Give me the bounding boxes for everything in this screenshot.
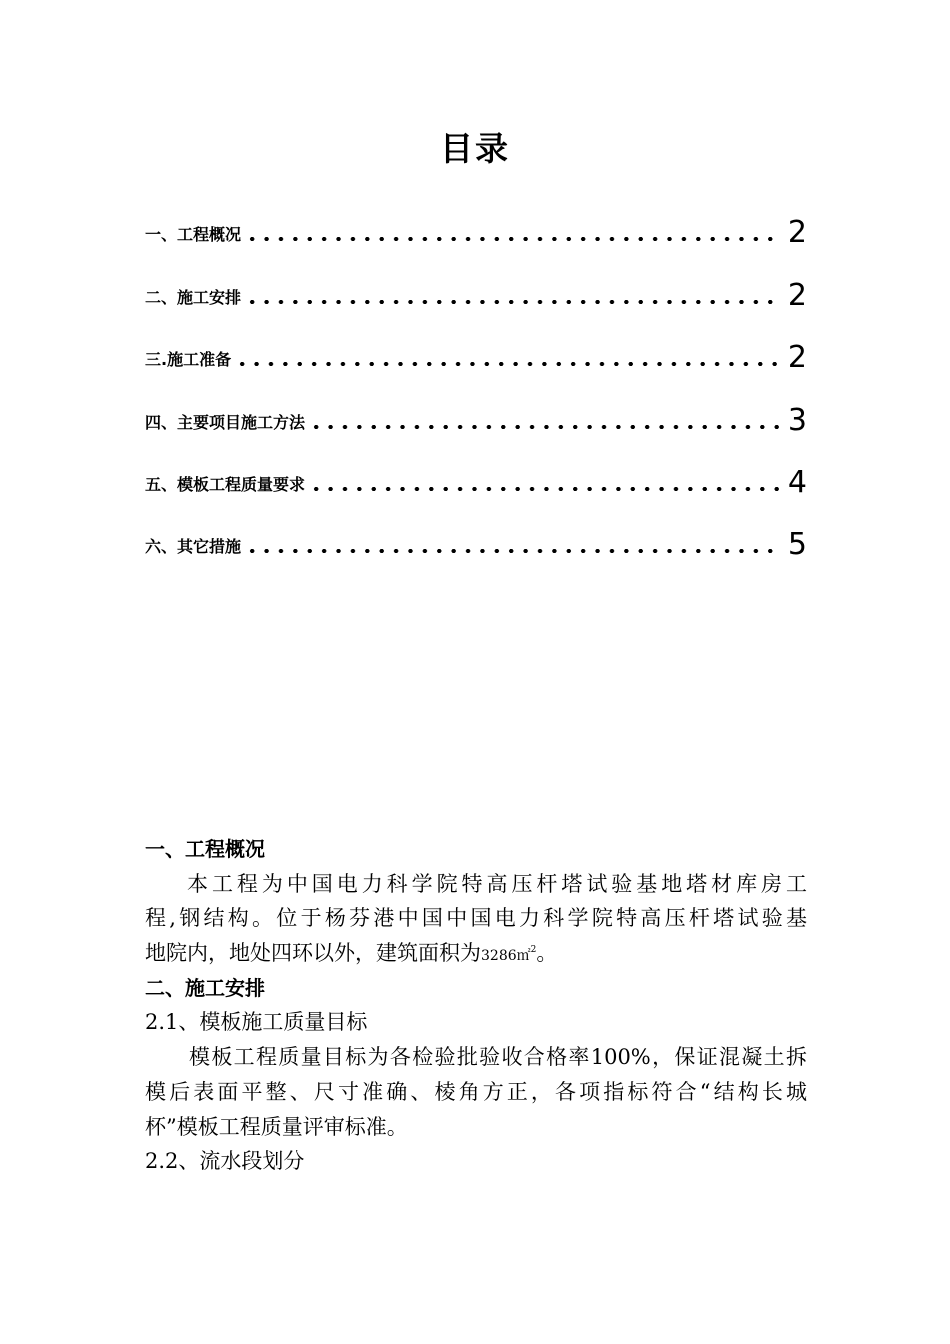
paragraph-line: 模板工程质量目标为各检验批验收合格率100%，保证混凝土拆: [189, 1045, 807, 1070]
paragraph-text: 。: [536, 941, 558, 966]
paragraph-line: 程,钢结构。位于杨芬港中国中国电力科学院特高压杆塔试验基: [145, 906, 807, 931]
subsection-title: 2.1、模板施工质量目标: [145, 1010, 368, 1035]
table-of-contents: [145, 192, 807, 566]
paragraph-line-area: [145, 936, 807, 971]
area-value: 3286㎡: [481, 948, 531, 965]
paragraph-text: 地院内，地处四环以外，建筑面积为: [145, 941, 481, 966]
toc-entry-methods[interactable]: [145, 379, 807, 441]
toc-leader-dots: [245, 300, 780, 304]
toc-page-number: 5: [787, 527, 807, 563]
toc-page-number: 2: [787, 340, 807, 376]
toc-page-number: 2: [787, 215, 807, 251]
toc-page-number: 4: [787, 464, 807, 500]
paragraph-line: 本工程为中国电力科学院特高压杆塔试验基地塔材库房工: [187, 871, 807, 896]
toc-page-number: 2: [787, 277, 807, 313]
toc-entry-label: 六、其它措施: [145, 537, 242, 557]
toc-leader-dots: [309, 425, 780, 429]
toc-entry-label: 一、工程概况: [145, 225, 242, 245]
toc-leader-dots: [245, 549, 780, 553]
toc-entry-preparation[interactable]: [145, 317, 807, 379]
toc-entry-other-measures[interactable]: [145, 504, 807, 566]
section-heading-overview: 一、工程概况: [145, 837, 265, 861]
toc-leader-dots: [309, 487, 780, 491]
toc-entry-label: 二、施工安排: [145, 287, 242, 307]
document-body: [145, 832, 807, 1179]
area-superscript: 2: [530, 945, 537, 956]
toc-entry-overview[interactable]: [145, 192, 807, 254]
toc-page-number: 3: [787, 402, 807, 438]
toc-leader-dots: [245, 237, 780, 241]
toc-title: 目录: [440, 129, 510, 168]
toc-entry-quality[interactable]: [145, 442, 807, 504]
toc-leader-dots: [235, 362, 780, 366]
toc-entry-label: 三.施工准备: [145, 350, 232, 370]
subsection-title: 2.2、流水段划分: [145, 1149, 305, 1174]
paragraph-line: 模后表面平整、尺寸准确、棱角方正，各项指标符合“结构长城: [145, 1079, 807, 1104]
toc-entry-label: 四、主要项目施工方法: [145, 412, 306, 432]
toc-entry-arrangement[interactable]: [145, 254, 807, 316]
paragraph-line: 杯”模板工程质量评审标准。: [145, 1114, 408, 1139]
toc-entry-label: 五、模板工程质量要求: [145, 474, 306, 494]
section-heading-arrangement: 二、施工安排: [145, 975, 265, 1000]
